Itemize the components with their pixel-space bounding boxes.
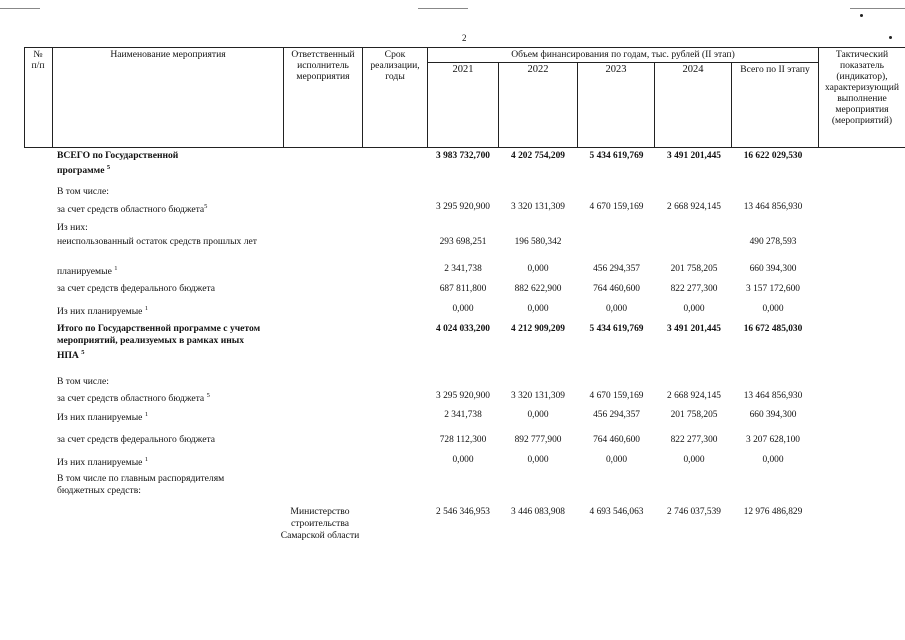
row-label: Из них планируемые $^1$ xyxy=(57,456,149,469)
row-label: планируемые $^1$ xyxy=(57,265,118,278)
cell-total: 12 976 486,829 xyxy=(743,507,803,517)
row-label: Из них: xyxy=(57,222,88,233)
cell-2022: 4 202 754,209 xyxy=(511,151,565,161)
cell-2023: 5 434 619,769 xyxy=(589,151,644,161)
cell-2022: 196 580,342 xyxy=(514,237,562,247)
cell-2024: 0,000 xyxy=(683,455,705,465)
row-label: за счет средств областного бюджета$^5$ xyxy=(57,203,208,216)
header-year-2024: 2024 xyxy=(655,62,732,147)
cell-total: 490 278,593 xyxy=(749,237,797,247)
header-year-2023: 2023 xyxy=(578,62,655,147)
cell-2024: 822 277,300 xyxy=(670,435,718,445)
ministry-name: Министерство строительства Самарской области xyxy=(280,506,360,541)
cell-2023: 0,000 xyxy=(605,304,628,314)
header-term: Срок реализации, годы xyxy=(363,47,428,147)
cell-2024: 822 277,300 xyxy=(670,284,718,294)
cell-2023: 764 460,600 xyxy=(593,435,640,445)
row-label: ВСЕГО по Государственной программе $^5$ xyxy=(57,150,179,177)
cell-2021: 2 341,738 xyxy=(444,264,482,274)
row-label: за счет средств областного бюджета $^5$ xyxy=(57,392,210,405)
row-label: за счет средств федерального бюджета xyxy=(57,283,216,294)
cell-total: 3 207 628,100 xyxy=(746,435,800,445)
row-label: В том числе: xyxy=(57,376,109,387)
cell-2024: 0,000 xyxy=(683,304,705,314)
header-funding: Объем финансирования по годам, тыс. рублей (II этап) xyxy=(428,47,819,62)
cell-2024: 3 491 201,445 xyxy=(667,151,721,161)
cell-2021: 0,000 xyxy=(452,304,474,314)
cell-2022: 0,000 xyxy=(527,455,549,465)
cell-2024: 2 668 924,145 xyxy=(667,202,721,212)
cell-total: 660 394,300 xyxy=(749,264,797,274)
header-total: Всего по II этапу xyxy=(732,62,819,147)
cell-2022: 3 320 131,309 xyxy=(511,202,565,212)
cell-2024: 201 758,205 xyxy=(670,410,718,420)
cell-2022: 3 446 083,908 xyxy=(511,507,565,517)
cell-2021: 728 112,300 xyxy=(439,435,487,445)
row-label: за счет средств федерального бюджета xyxy=(57,434,216,445)
cell-2022: 0,000 xyxy=(527,304,549,314)
cell-total: 13 464 856,930 xyxy=(743,391,803,401)
cell-2022: 0,000 xyxy=(527,264,549,274)
cell-2022: 4 212 909,209 xyxy=(511,324,565,334)
cell-2021: 3 983 732,700 xyxy=(436,151,490,161)
cell-2023: 4 693 546,063 xyxy=(589,507,644,517)
cell-2024: 2 746 037,539 xyxy=(667,507,721,517)
cell-2024: 3 491 201,445 xyxy=(667,324,721,334)
cell-2022: 0,000 xyxy=(527,410,549,420)
cell-2022: 3 320 131,309 xyxy=(511,391,565,401)
cell-2021: 2 546 346,953 xyxy=(436,507,490,517)
row-label: Из них планируемые $^1$ xyxy=(57,305,149,318)
cell-2023: 0,000 xyxy=(605,455,628,465)
cell-total: 3 157 172,600 xyxy=(746,284,800,294)
cell-2023: 764 460,600 xyxy=(593,284,640,294)
cell-2022: 892 777,900 xyxy=(514,435,562,445)
cell-2021: 3 295 920,900 xyxy=(436,391,490,401)
cell-2023: 456 294,357 xyxy=(593,410,640,420)
header-year-2022: 2022 xyxy=(499,62,578,147)
cell-2023: 4 670 159,169 xyxy=(589,391,644,401)
cell-2024: 2 668 924,145 xyxy=(667,391,721,401)
cell-2021: 687 811,800 xyxy=(439,284,487,294)
cell-2021: 2 341,738 xyxy=(444,410,482,420)
cell-total: 16 622 029,530 xyxy=(743,151,803,161)
cell-2021: 0,000 xyxy=(452,455,474,465)
cell-2023: 456 294,357 xyxy=(593,264,640,274)
cell-total: 0,000 xyxy=(762,455,784,465)
cell-total: 0,000 xyxy=(762,304,784,314)
header-year-2021: 2021 xyxy=(428,62,499,147)
row-label: В том числе: xyxy=(57,186,109,197)
cell-2023: 5 434 619,769 xyxy=(589,324,644,334)
cell-2021: 3 295 920,900 xyxy=(436,202,490,212)
cell-total: 16 672 485,030 xyxy=(743,324,803,334)
cell-2024: 201 758,205 xyxy=(670,264,718,274)
header-number: № п/п xyxy=(24,47,53,147)
page-number: 2 xyxy=(462,33,467,43)
header-indicator: Тактический показатель (индикатор), характеризующий выполнение мероприятия (мероприятий) xyxy=(824,49,900,126)
cell-2023: 4 670 159,169 xyxy=(589,202,644,212)
cell-2021: 4 024 033,200 xyxy=(436,324,490,334)
row-label: неиспользованный остаток средств прошлых лет xyxy=(57,236,257,247)
cell-2021: 293 698,251 xyxy=(439,237,487,247)
row-label: В том числе по главным распорядителям бюджетных средств: xyxy=(57,473,225,496)
header-name: Наименование мероприятия xyxy=(53,47,284,147)
row-label: Итого по Государственной программе с учетом мероприятий, реализуемых в рамках иных НПА $^5$ xyxy=(57,323,261,362)
cell-total: 13 464 856,930 xyxy=(743,202,803,212)
row-label: Из них планируемые $^1$ xyxy=(57,411,149,424)
header-executor: Ответственный исполнитель мероприятия xyxy=(284,47,363,147)
cell-total: 660 394,300 xyxy=(749,410,797,420)
cell-2022: 882 622,900 xyxy=(514,284,562,294)
